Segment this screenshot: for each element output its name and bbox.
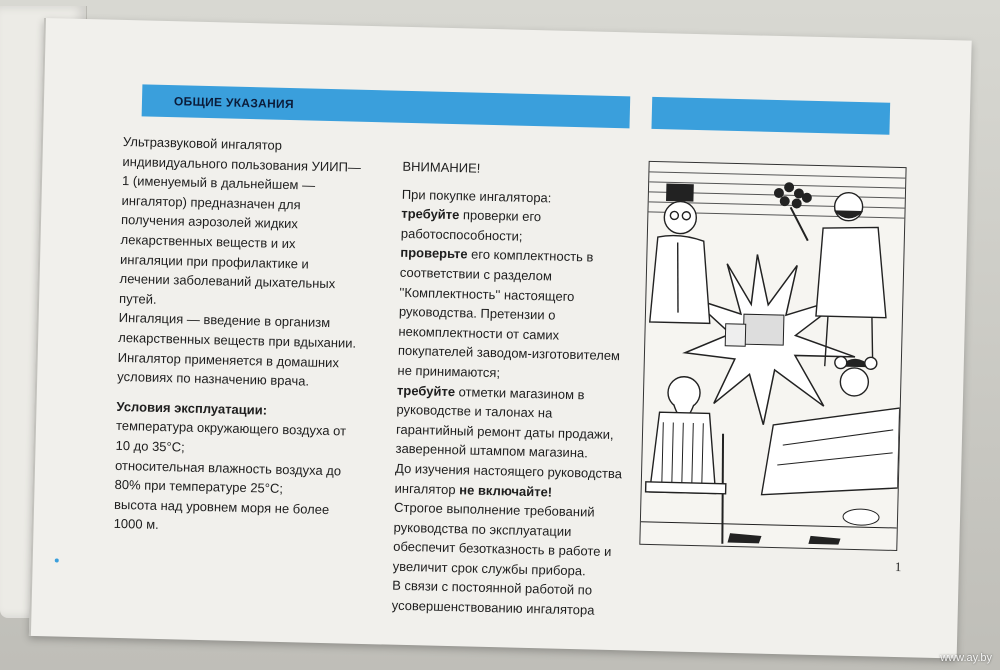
condition-temperature: температура окружающего воздуха от 10 до 35°С; [115, 418, 347, 455]
right-text-column [392, 157, 635, 621]
usage-note: Ингалятор применяется в домашних условиях по назначению врача. [117, 349, 340, 389]
inhalation-definition: Ингаляция — введение в организм лекарственных веществ при вдыхании. [118, 310, 357, 351]
flower-bouquet [773, 182, 812, 241]
inhaler-cup [725, 324, 746, 346]
blue-dot [55, 558, 59, 562]
item-text: отметки магазином в руководстве и талонах на гарантийный ремонт даты продажи, заверенной штампом магазина. [395, 383, 614, 461]
purchase-intro: При покупке ингалятора: [401, 186, 552, 206]
inhaler-device [743, 314, 784, 345]
watermark: www.ay.by [940, 652, 992, 664]
left-text-column [113, 132, 363, 540]
man-right-figure [815, 192, 889, 368]
booklet-page [29, 18, 972, 658]
bold-warning: не включайте! [459, 481, 553, 500]
improvement-note: В связи с постоянной работой по усовершенствованию ингалятора [391, 578, 595, 618]
do-not-switch-on [394, 459, 627, 504]
check-kit-item [397, 243, 632, 386]
cartoon-illustration [639, 161, 906, 551]
illustration-drawing [640, 162, 905, 550]
man-left-figure [650, 184, 713, 323]
bold-keyword: требуйте [401, 205, 460, 223]
item-text: До изучения настоящего руководства ингалятор [394, 460, 623, 497]
section-title: ОБЩИЕ УКАЗАНИЯ [173, 94, 295, 112]
bold-keyword: проверьте [400, 245, 468, 262]
condition-humidity: относительная влажность воздуха до 80% при температуре 25°С; [114, 457, 342, 497]
slippers [808, 536, 840, 545]
chamber-pot [843, 509, 879, 526]
item-text: его комплектность в соответствии с разделом ''Комплектность'' настоящего руководства. Претензии о некомплектности от самих покупателей заводом-изготовителем не принимаются; [397, 246, 621, 381]
old-man-figure [644, 376, 764, 545]
page-number: 1 [894, 558, 902, 575]
condition-altitude: высота над уровнем моря не более 1000 м. [113, 496, 330, 533]
reliability-note: Строгое выполнение требований руководства по эксплуатации обеспечит безотказность в работе и увеличит срок службы прибора. [392, 499, 612, 579]
attention-heading: ВНИМАНИЕ! [402, 158, 481, 176]
intro-paragraph: Ультразвуковой ингалятор индивидуального пользования УИИП—1 (именуемый в дальнейшем — ингалятор) предназначен для получения аэрозолей жидких лекарственных веществ и их ингаляции при профилактике и лечении заболеваний дыхательных путей. [118, 133, 362, 307]
check-work-item [401, 204, 634, 249]
item-text: проверки его работоспособности; [400, 207, 542, 244]
illustration-header-band [651, 97, 890, 135]
section-header-band [142, 84, 631, 128]
bold-keyword: требуйте [396, 382, 456, 399]
conditions-heading: Условия эксплуатации: [116, 398, 268, 418]
store-mark-item [395, 380, 629, 464]
